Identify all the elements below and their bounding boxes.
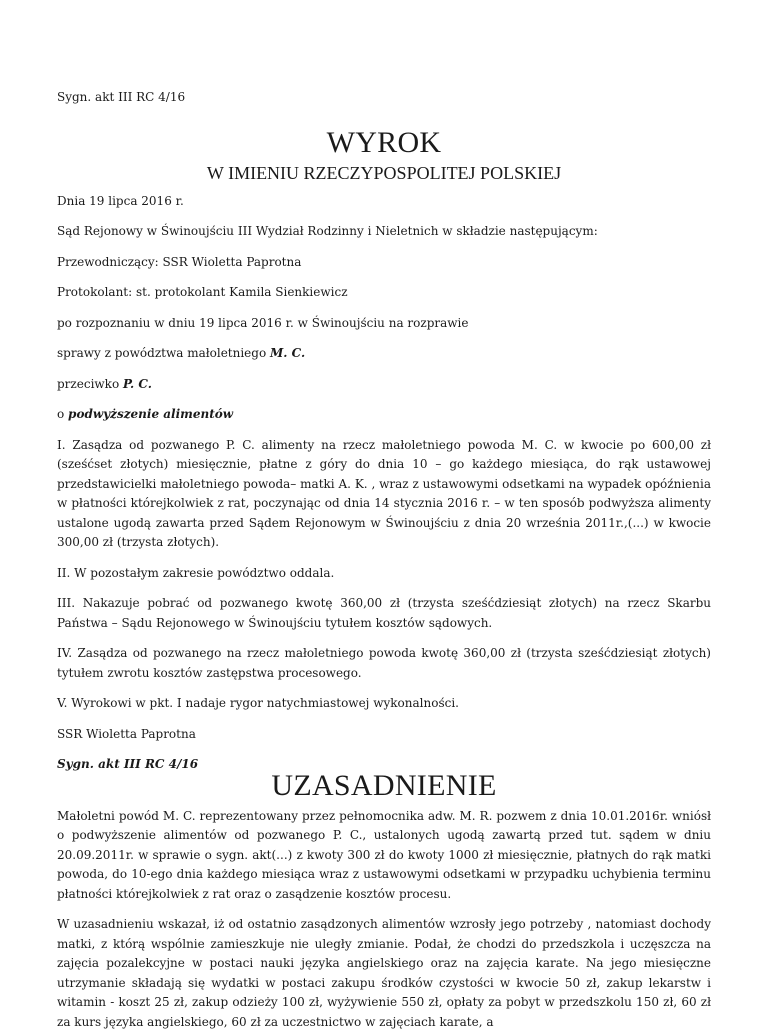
judgment-point-2: II. W pozostałym zakresie powództwo oddala.	[57, 565, 335, 580]
judgment-subtitle: W IMIENIU RZECZYPOSPOLITEJ POLSKIEJ	[206, 162, 562, 183]
judgment-date: Dnia 19 lipca 2016 r.	[57, 193, 184, 208]
judgment-point-1: I. Zasądza od pozwanego P. C. alimenty na rzecz małoletniego powoda M. C. w kwocie po 600,00 zł (sześćset złotych) miesięcznie, płatne z góry do dnia 10 – go każdego miesiąca, do rąk ustawowej przedstawicielki małoletniego powoda– matki A. K. , wraz z ustawowymi odsetkami na wypadek opóźnienia w płatności którejkolwiek z rat, poczynając od dnia 14 stycznia 2016 r. – w ten sposób podwyższa alimenty ustalone ugodą zawarta przed Sądem Rejonowym w Świnoujściu z dnia 20 września 2011r.,(...) w kwocie 300,00 zł (trzysta złotych).	[57, 437, 711, 549]
defendant-name: P. C.	[122, 376, 152, 391]
hearing-info: po rozpoznaniu w dniu 19 lipca 2016 r. w Świnoujściu na rozprawie	[57, 315, 469, 330]
court-clerk: Protokolant: st. protokolant Kamila Sienkiewicz	[57, 285, 348, 299]
case-plaintiff-line	[57, 344, 711, 364]
judge-signature: SSR Wioletta Paprotna	[57, 726, 196, 741]
court-composition: Sąd Rejonowy w Świnoujściu III Wydział Rodzinny i Nieletnich w składzie następującym:	[57, 224, 598, 238]
case-defendant-line	[57, 375, 711, 395]
justification-paragraph-1: Małoletni powód M. C. reprezentowany przez pełnomocnika adw. M. R. pozwem z dnia 10.01.2016r. wniósł o podwyższenie alimentów od pozwanego P. C., ustalonych ugodą zawartą przed tut. sądem w dniu 20.09.2011r. w sprawie o sygn. akt(...) z kwoty 300 zł do kwoty 1000 zł miesięcznie, płatnych do rąk matki powoda, do 10-ego dnia każdego miesiąca wraz z ustawowymi odsetkami w przypadku uchybienia terminu płatności którejkolwiek z rat oraz o zasądzenie kosztów procesu.	[57, 808, 711, 901]
justification-case-number: Sygn. akt III RC 4/16	[57, 757, 199, 771]
presiding-judge: Przewodniczący: SSR Wioletta Paprotna	[57, 254, 302, 269]
case-prefix: sprawy z powództwa małoletniego	[57, 346, 270, 360]
case-subject-line	[57, 405, 711, 425]
against-prefix: przeciwko	[57, 376, 123, 391]
justification-title: UZASADNIENIE	[271, 768, 497, 802]
judgment-point-4: IV. Zasądza od pozwanego na rzecz małoletniego powoda kwotę 360,00 zł (trzysta sześćdziesiąt złotych) tytułem zwrotu kosztów zastępstwa procesowego.	[57, 646, 711, 680]
judgment-title: WYROK	[326, 125, 442, 159]
justification-paragraph-2: W uzasadnieniu wskazał, iż od ostatnio zasądzonych alimentów wzrosły jego potrzeby , natomiast dochody matki, z którą wspólnie zamieszkuje nie uległy zmianie. Podał, że chodzi do przedszkola i uczęszcza na zajęcia pozalekcyjne w postaci nauki języka angielskiego oraz na zajęcia karate. Na jego miesięczne utrzymanie składają się wydatki w postaci zakupu środków czystości w kwocie 50 zł, zakup lekarstw i witamin - koszt 25 zł, zakup odzieży 100 zł, wyżywienie 550 zł, opłaty za pobyt w przedszkolu 150 zł, 60 zł za kurs języka angielskiego, 60 zł za uczestnictwo w zajęciach karate, a	[57, 917, 711, 1029]
plaintiff-name: M. C.	[270, 346, 306, 360]
judgment-point-5: V. Wyrokowi w pkt. I nadaje rygor natychmiastowej wykonalności.	[57, 696, 459, 710]
case-subject: podwyższenie alimentów	[68, 407, 234, 421]
case-number: Sygn. akt III RC 4/16	[57, 90, 186, 104]
subject-prefix: o	[57, 407, 69, 421]
judgment-point-3: III. Nakazuje pobrać od pozwanego kwotę 360,00 zł (trzysta sześćdziesiąt złotych) na rzecz Skarbu Państwa – Sądu Rejonowego w Świnoujściu tytułem kosztów sądowych.	[57, 596, 711, 630]
